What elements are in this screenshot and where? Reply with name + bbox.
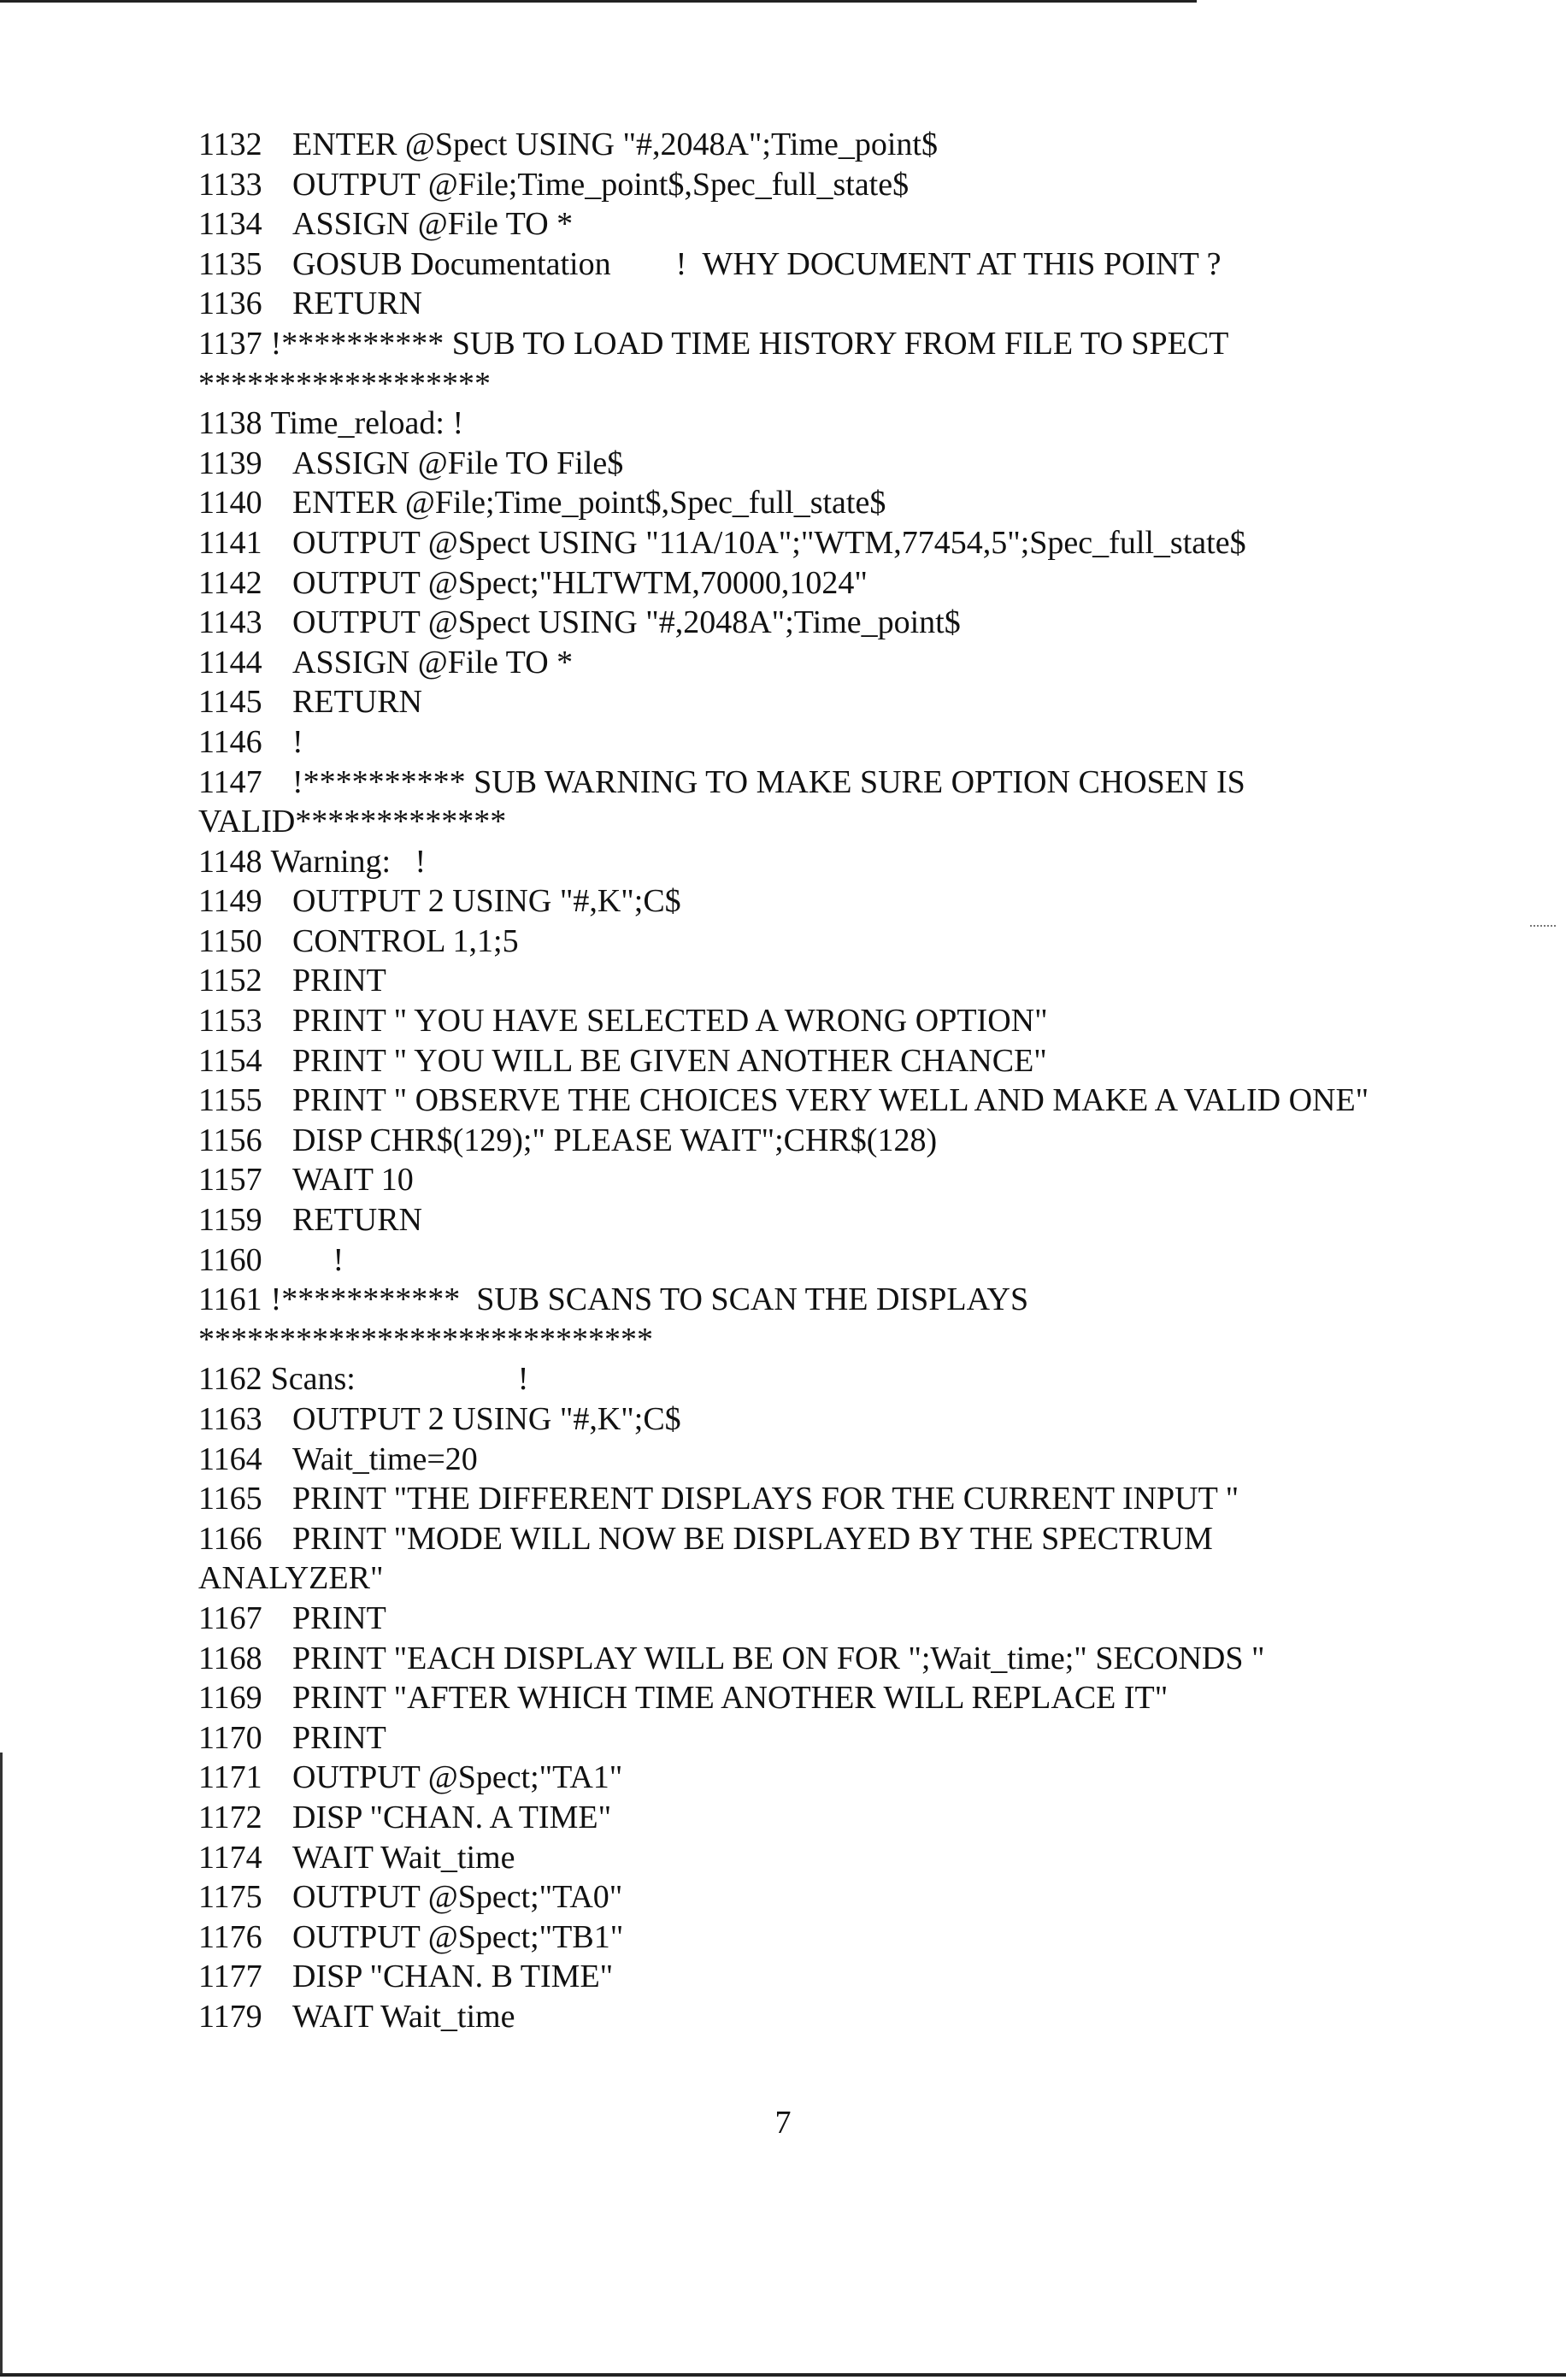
code-line — [198, 881, 1532, 922]
line-code: PRINT "EACH DISPLAY WILL BE ON FOR ";Wait_time;" SECONDS " — [292, 1640, 1265, 1676]
line-number: 1159 — [198, 1202, 262, 1239]
code-line — [198, 284, 1532, 324]
code-line — [198, 1838, 1532, 1878]
code-line — [198, 842, 1532, 882]
line-code: Warning: ! — [270, 843, 427, 880]
line-number: 1168 — [198, 1640, 262, 1676]
line-code: !********** SUB TO LOAD TIME HISTORY FROM FILE TO SPECT — [270, 325, 1229, 362]
line-code: PRINT " OBSERVE THE CHOICES VERY WELL AND MAKE A VALID ONE" — [292, 1082, 1369, 1119]
line-code: PRINT " YOU WILL BE GIVEN ANOTHER CHANCE" — [292, 1042, 1047, 1079]
code-line — [198, 1001, 1532, 1041]
line-code: PRINT " YOU HAVE SELECTED A WRONG OPTION" — [292, 1003, 1048, 1040]
line-number: 1140 — [198, 485, 262, 521]
line-number: 1161 — [198, 1281, 262, 1318]
line-number: 1162 — [198, 1361, 262, 1398]
line-code: PRINT — [292, 1599, 386, 1636]
code-line — [198, 1918, 1532, 1958]
line-code: Time_reload: ! — [270, 405, 464, 442]
code-line — [198, 523, 1532, 563]
line-number: 1142 — [198, 564, 262, 601]
line-code: Scans: ! — [270, 1361, 529, 1398]
line-number: 1175 — [198, 1879, 262, 1916]
line-number: 1157 — [198, 1162, 262, 1199]
line-code: ASSIGN @File TO File$ — [292, 445, 624, 481]
line-number: 1176 — [198, 1918, 262, 1955]
scan-speck — [1530, 925, 1556, 929]
code-line — [198, 204, 1532, 244]
line-code: !********** SUB WARNING TO MAKE SURE OPTION CHOSEN IS — [292, 763, 1245, 800]
line-number: 1163 — [198, 1401, 262, 1437]
line-code: WAIT Wait_time — [292, 1998, 515, 2035]
code-line — [198, 1280, 1532, 1320]
line-code: !*********** SUB SCANS TO SCAN THE DISPLAYS — [270, 1281, 1029, 1318]
line-number: 1135 — [198, 245, 262, 282]
line-number: 1143 — [198, 604, 262, 641]
line-code: WAIT 10 — [292, 1162, 414, 1199]
line-code: OUTPUT @Spect;"TA0" — [292, 1879, 623, 1916]
line-number: 1160 — [198, 1241, 262, 1278]
line-number: 1146 — [198, 723, 262, 760]
line-code: CONTROL 1,1;5 — [292, 922, 519, 959]
code-line — [198, 1081, 1532, 1121]
code-line — [198, 1798, 1532, 1838]
line-number: 1172 — [198, 1799, 262, 1835]
code-line — [198, 125, 1532, 165]
line-number: 1165 — [198, 1481, 262, 1517]
code-line — [198, 1957, 1532, 1997]
line-code: OUTPUT @File;Time_point$,Spec_full_state$ — [292, 166, 910, 203]
scan-left-edge-mark — [0, 1753, 3, 2377]
code-line — [198, 244, 1532, 285]
line-code: OUTPUT @Spect USING "11A/10A";"WTM,77454,5";Spec_full_state$ — [292, 524, 1246, 561]
code-line — [198, 763, 1532, 803]
line-number: 1153 — [198, 1003, 262, 1040]
line-code: ENTER @File;Time_point$,Spec_full_state$ — [292, 485, 886, 521]
code-line — [198, 1440, 1532, 1480]
line-number: 1139 — [198, 445, 262, 481]
code-line — [198, 1240, 1532, 1281]
line-code: OUTPUT @Spect;"TA1" — [292, 1759, 623, 1796]
line-number: 1154 — [198, 1042, 262, 1079]
line-code: DISP "CHAN. A TIME" — [292, 1799, 612, 1835]
code-line — [198, 1599, 1532, 1639]
code-line — [198, 682, 1532, 722]
line-number: 1136 — [198, 286, 262, 322]
line-number: 1132 — [198, 127, 262, 162]
line-code: WAIT Wait_time — [292, 1839, 515, 1876]
scan-bottom-border — [0, 2373, 1566, 2377]
code-line — [198, 1639, 1532, 1679]
code-line — [198, 722, 1532, 763]
code-line — [198, 1758, 1532, 1798]
line-code: ASSIGN @File TO * — [292, 644, 574, 680]
line-number: 1156 — [198, 1122, 262, 1158]
line-number: 1164 — [198, 1440, 262, 1477]
line-code: PRINT — [292, 963, 386, 999]
code-line — [198, 563, 1532, 604]
line-code: Wait_time=20 — [292, 1440, 478, 1477]
code-listing — [198, 125, 1532, 2037]
line-number: 1167 — [198, 1599, 262, 1636]
line-code: RETURN — [292, 286, 422, 322]
line-code: ASSIGN @File TO * — [292, 206, 574, 243]
line-number: 1155 — [198, 1082, 262, 1119]
line-code: OUTPUT @Spect;"HLTWTM,70000,1024" — [292, 564, 868, 601]
line-code: GOSUB Documentation ! WHY DOCUMENT AT THIS POINT ? — [292, 245, 1222, 282]
line-number: 1179 — [198, 1998, 262, 2035]
line-number: 1147 — [198, 763, 262, 800]
code-line — [198, 165, 1532, 205]
code-line — [198, 1359, 1532, 1399]
code-line — [198, 1160, 1532, 1200]
line-number: 1177 — [198, 1959, 262, 1995]
code-line — [198, 1997, 1532, 2037]
line-number: 1141 — [198, 524, 262, 561]
line-code: DISP "CHAN. B TIME" — [292, 1959, 614, 1995]
line-number: 1169 — [198, 1680, 262, 1717]
line-number: 1150 — [198, 922, 262, 959]
code-line — [198, 1399, 1532, 1440]
line-number: 1144 — [198, 644, 262, 680]
code-line-continuation: **************************** — [198, 1321, 653, 1358]
line-number: 1134 — [198, 206, 262, 243]
code-line — [198, 404, 1532, 444]
line-code: PRINT "THE DIFFERENT DISPLAYS FOR THE CURRENT INPUT " — [292, 1481, 1239, 1517]
line-number: 1166 — [198, 1520, 262, 1557]
code-line — [198, 922, 1532, 962]
line-number: 1174 — [198, 1839, 262, 1876]
line-number: 1137 — [198, 325, 262, 362]
line-number: 1171 — [198, 1759, 262, 1796]
code-line-continuation: ANALYZER" — [198, 1560, 384, 1597]
code-line — [198, 1121, 1532, 1161]
code-line — [198, 1877, 1532, 1918]
code-line — [198, 1200, 1532, 1240]
line-code: RETURN — [292, 684, 422, 721]
line-number: 1149 — [198, 883, 262, 920]
page-number: 7 — [774, 2105, 792, 2141]
code-line — [198, 444, 1532, 484]
line-code: ENTER @Spect USING "#,2048A";Time_point$ — [292, 127, 938, 162]
code-line — [198, 961, 1532, 1001]
line-code: OUTPUT @Spect;"TB1" — [292, 1918, 624, 1955]
line-code: PRINT "AFTER WHICH TIME ANOTHER WILL REPLACE IT" — [292, 1680, 1169, 1717]
line-number: 1145 — [198, 684, 262, 721]
code-line-continuation: VALID************* — [198, 804, 507, 840]
line-code: ! — [292, 723, 303, 760]
line-code: PRINT "MODE WILL NOW BE DISPLAYED BY THE SPECTRUM — [292, 1520, 1213, 1557]
line-code: RETURN — [292, 1202, 422, 1239]
line-code: OUTPUT 2 USING "#,K";C$ — [292, 883, 681, 920]
code-line — [198, 1718, 1532, 1758]
code-line — [198, 1678, 1532, 1718]
line-code: OUTPUT 2 USING "#,K";C$ — [292, 1401, 681, 1437]
code-line — [198, 643, 1532, 683]
code-line — [198, 603, 1532, 643]
line-code: PRINT — [292, 1719, 386, 1756]
code-line-continuation: ****************** — [198, 365, 491, 402]
line-number: 1148 — [198, 843, 262, 880]
code-line — [198, 1479, 1532, 1519]
code-line — [198, 483, 1532, 523]
code-line — [198, 1041, 1532, 1081]
code-line — [198, 324, 1532, 364]
line-number: 1133 — [198, 166, 262, 203]
scan-top-border — [0, 0, 1197, 3]
line-number: 1138 — [198, 405, 262, 442]
line-code: DISP CHR$(129);" PLEASE WAIT";CHR$(128) — [292, 1122, 938, 1158]
line-code: ! — [292, 1241, 344, 1278]
line-number: 1170 — [198, 1719, 262, 1756]
line-number: 1152 — [198, 963, 262, 999]
line-code: OUTPUT @Spect USING "#,2048A";Time_point$ — [292, 604, 961, 641]
code-line — [198, 1519, 1532, 1559]
